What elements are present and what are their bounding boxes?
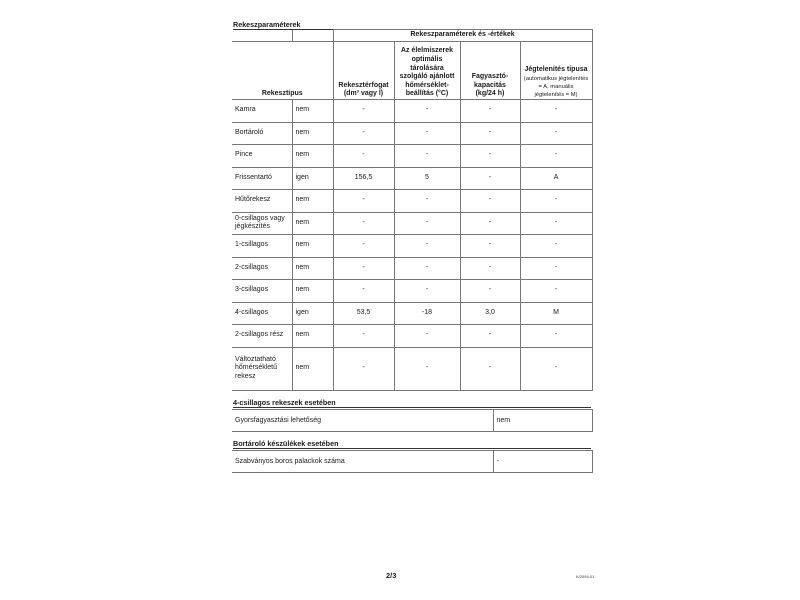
col-header-defrost (520, 42, 592, 100)
row-temp: - (394, 122, 460, 145)
row-defrost: - (520, 235, 592, 258)
row-temp: - (394, 280, 460, 303)
row-present: nem (292, 235, 333, 258)
table-row (232, 280, 592, 303)
row-freeze: - (460, 257, 520, 280)
page-number: 2/3 (386, 571, 397, 580)
table-row (232, 302, 592, 325)
table-row (232, 167, 592, 190)
row-volume: - (333, 347, 394, 390)
row-freeze: - (460, 325, 520, 348)
col-header-type: Rekesztípus (232, 42, 333, 100)
row-defrost: - (520, 100, 592, 123)
row-defrost: - (520, 325, 592, 348)
row-volume: 156,5 (333, 167, 394, 190)
table-row (232, 257, 592, 280)
row-volume: - (333, 325, 394, 348)
row-freeze: - (460, 167, 520, 190)
row-name: Hűtőrekesz (232, 190, 292, 213)
row-volume: - (333, 190, 394, 213)
row-temp: - (394, 235, 460, 258)
row-name: Kamra (232, 100, 292, 123)
row-volume: - (333, 122, 394, 145)
col-header-volume: Rekesztérfogat (dm³ vagy l) (333, 42, 394, 100)
section-title-compartment-params: Rekeszparaméterek (233, 20, 591, 30)
row-present: nem (292, 280, 333, 303)
row-temp: - (394, 257, 460, 280)
row-temp: - (394, 212, 460, 235)
section-title-four-star: 4-csillagos rekeszek esetében (233, 398, 591, 408)
row-freeze: - (460, 190, 520, 213)
row-temp: -18 (394, 302, 460, 325)
row-defrost: - (520, 347, 592, 390)
col-header-defrost-title: Jégtelenítés típusa (524, 66, 588, 74)
row-present: nem (292, 100, 333, 123)
row-defrost: M (520, 302, 592, 325)
quick-freeze-value: nem (493, 410, 592, 432)
row-name: Bortároló (232, 122, 292, 145)
row-freeze: - (460, 145, 520, 168)
row-temp: - (394, 347, 460, 390)
table-row (232, 190, 592, 213)
row-name: Változtatható hőmérsékletű rekesz (232, 347, 292, 390)
row-present: nem (292, 325, 333, 348)
row-defrost: - (520, 280, 592, 303)
row-name: Pince (232, 145, 292, 168)
table-row (232, 100, 592, 123)
row-present: nem (292, 257, 333, 280)
wine-bottles-label: Szabványos boros palackok száma (232, 451, 493, 473)
row-temp: - (394, 190, 460, 213)
table-row (232, 410, 592, 432)
row-present: igen (292, 302, 333, 325)
row-present: nem (292, 122, 333, 145)
table-row (232, 325, 592, 348)
row-volume: - (333, 235, 394, 258)
wine-table (232, 450, 593, 473)
row-volume: - (333, 100, 394, 123)
row-defrost: - (520, 212, 592, 235)
row-present: nem (292, 212, 333, 235)
table-row (232, 235, 592, 258)
table-row (232, 212, 592, 235)
row-defrost: A (520, 167, 592, 190)
row-freeze: - (460, 212, 520, 235)
row-present: nem (292, 190, 333, 213)
row-freeze: - (460, 347, 520, 390)
row-volume: - (333, 145, 394, 168)
row-temp: - (394, 325, 460, 348)
row-defrost: - (520, 190, 592, 213)
row-name: 2-csillagos (232, 257, 292, 280)
row-name: 1-csillagos (232, 235, 292, 258)
row-defrost: - (520, 122, 592, 145)
row-defrost: - (520, 257, 592, 280)
col-header-defrost-note: (automatikus jégtelenítés = A, manuális jégtelenítés = M) (523, 76, 589, 98)
table-row (232, 122, 592, 145)
row-freeze: - (460, 280, 520, 303)
row-freeze: - (460, 100, 520, 123)
table-row (232, 451, 592, 473)
row-temp: - (394, 100, 460, 123)
quick-freeze-label: Gyorsfagyasztási lehetőség (232, 410, 493, 432)
row-volume: - (333, 212, 394, 235)
row-temp: - (394, 145, 460, 168)
row-present: igen (292, 167, 333, 190)
row-volume: 53,5 (333, 302, 394, 325)
wine-bottles-value: - (493, 451, 592, 473)
group-header: Rekeszparaméterek és -értékek (333, 30, 592, 42)
row-present: nem (292, 145, 333, 168)
row-volume: - (333, 280, 394, 303)
compartment-table (232, 29, 593, 391)
row-freeze: - (460, 235, 520, 258)
row-present: nem (292, 347, 333, 390)
section-title-wine: Bortároló készülékek esetében (233, 439, 591, 449)
row-name: 0-csillagos vagy jégkészítés (232, 212, 292, 235)
col-header-freeze: Fagyasztó-kapacitás (kg/24 h) (460, 42, 520, 100)
row-volume: - (333, 257, 394, 280)
row-temp: 5 (394, 167, 460, 190)
row-freeze: 3,0 (460, 302, 520, 325)
row-name: 4-csillagos (232, 302, 292, 325)
table-row (232, 145, 592, 168)
row-freeze: - (460, 122, 520, 145)
document-code: K/2094-01 (576, 574, 595, 579)
row-name: Frissentartó (232, 167, 292, 190)
four-star-table (232, 409, 593, 432)
table-row (232, 347, 592, 390)
col-header-temp: Az élelmiszerek optimális tárolására szolgáló ajánlott hőmérséklet-beállítás (°C) (394, 42, 460, 100)
row-name: 2-csillagos rész (232, 325, 292, 348)
row-name: 3-csillagos (232, 280, 292, 303)
row-defrost: - (520, 145, 592, 168)
